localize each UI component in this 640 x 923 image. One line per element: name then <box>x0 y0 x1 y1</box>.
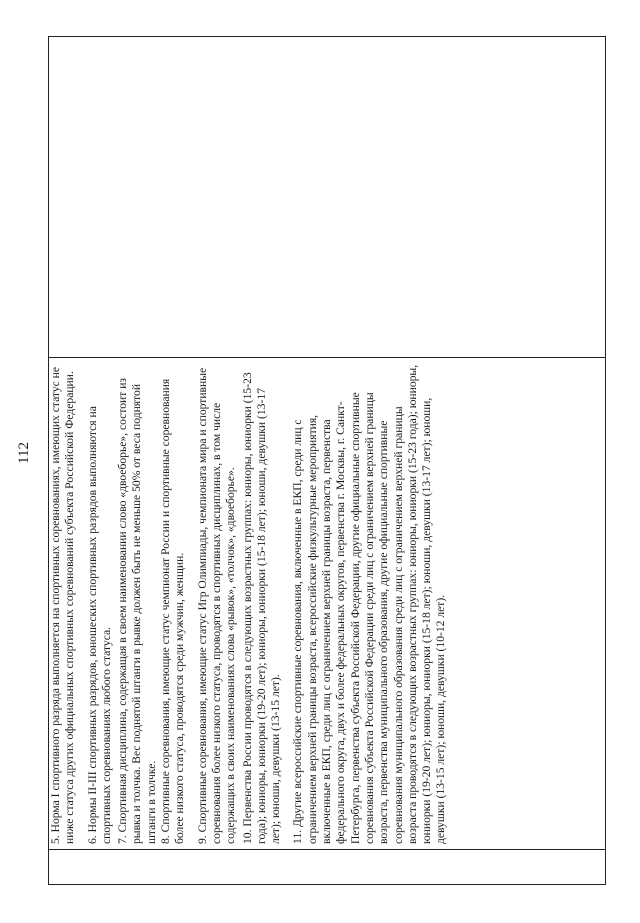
table-row <box>49 37 606 885</box>
page-number: 112 <box>16 442 32 464</box>
note-7: 7. Спортивная дисциплина, содержащая в своем наименовании слово «двоеборье», состоит из рывка и толчка. Вес поднятой штанги в рывке должен быть не меньше 50% от веса поднятой штанги в толчке. <box>116 377 158 844</box>
note-8: 8. Спортивные соревнования, имеющие статус чемпионат России и спортивные соревнования более низкого статуса, проводятся среди мужчин, женщин. <box>159 378 187 844</box>
empty-cell-right <box>49 37 606 358</box>
note-10: 10. Первенства России проводятся в следующих возрастных группах: юниоры, юниорки (15-23 года); юниоры, юниорки (19-20 лет); юниоры, юниорки (15-18 лет); юноши, девушки (13-17 лет); юноши, девушки (13-15 лет). <box>240 372 283 844</box>
note-9: 9. Спортивные соревнования, имеющие статус Игр Олимпиады, чемпионата мира и спортивные соревнования более низкого статуса, проводятся в спортивных дисциплинах, в том числе содержащих в своих наименованиях слова «рывок», «толчок», «двоеборье». <box>195 367 238 844</box>
notes-table <box>48 36 606 885</box>
note-5: 5. Норма I спортивного разряда выполняется на спортивных соревнованиях, имеющих статус не ниже статуса других официальных спортивных соревнований субъекта Российской Федерации. <box>49 366 77 844</box>
note-11: 11. Другие всероссийские спортивные соревнования, включенные в ЕКП, среди лиц с ограничением верхней границы возраста, всероссийские физкультурные мероприятия, включенные в ЕКП, среди лиц с ограничением верхней границы возраста, первенства федерального округа, двух и более федеральных округов, первенства г. Москвы, г. Санкт-Петербурга, первенства субъекта Российской Федерации, другие официальные спортивные соревнования субъекта Российской Федерации среди лиц с ограничением верхней границы возраста, первенства муниципального образования, другие официальные спортивные соревнования муниципального образования среди лиц с ограничением верхней границы возраста проводятся в следующих возрастных группах: юниоры, юниорки (15-23 года); юниоры, юниорки (19-20 лет); юниоры, юниорки (15-18 лет); юноши, девушки (13-17 лет); юноши, девушки (13-15 лет); юноши, девушки (10-12 лет). <box>291 364 448 844</box>
notes-cell <box>49 358 606 850</box>
empty-cell-left <box>49 850 606 885</box>
note-6: 6. Нормы II-III спортивных разрядов, юношеских спортивных разрядов выполняются на спортивных соревнованиях любого статуса. <box>85 406 113 844</box>
